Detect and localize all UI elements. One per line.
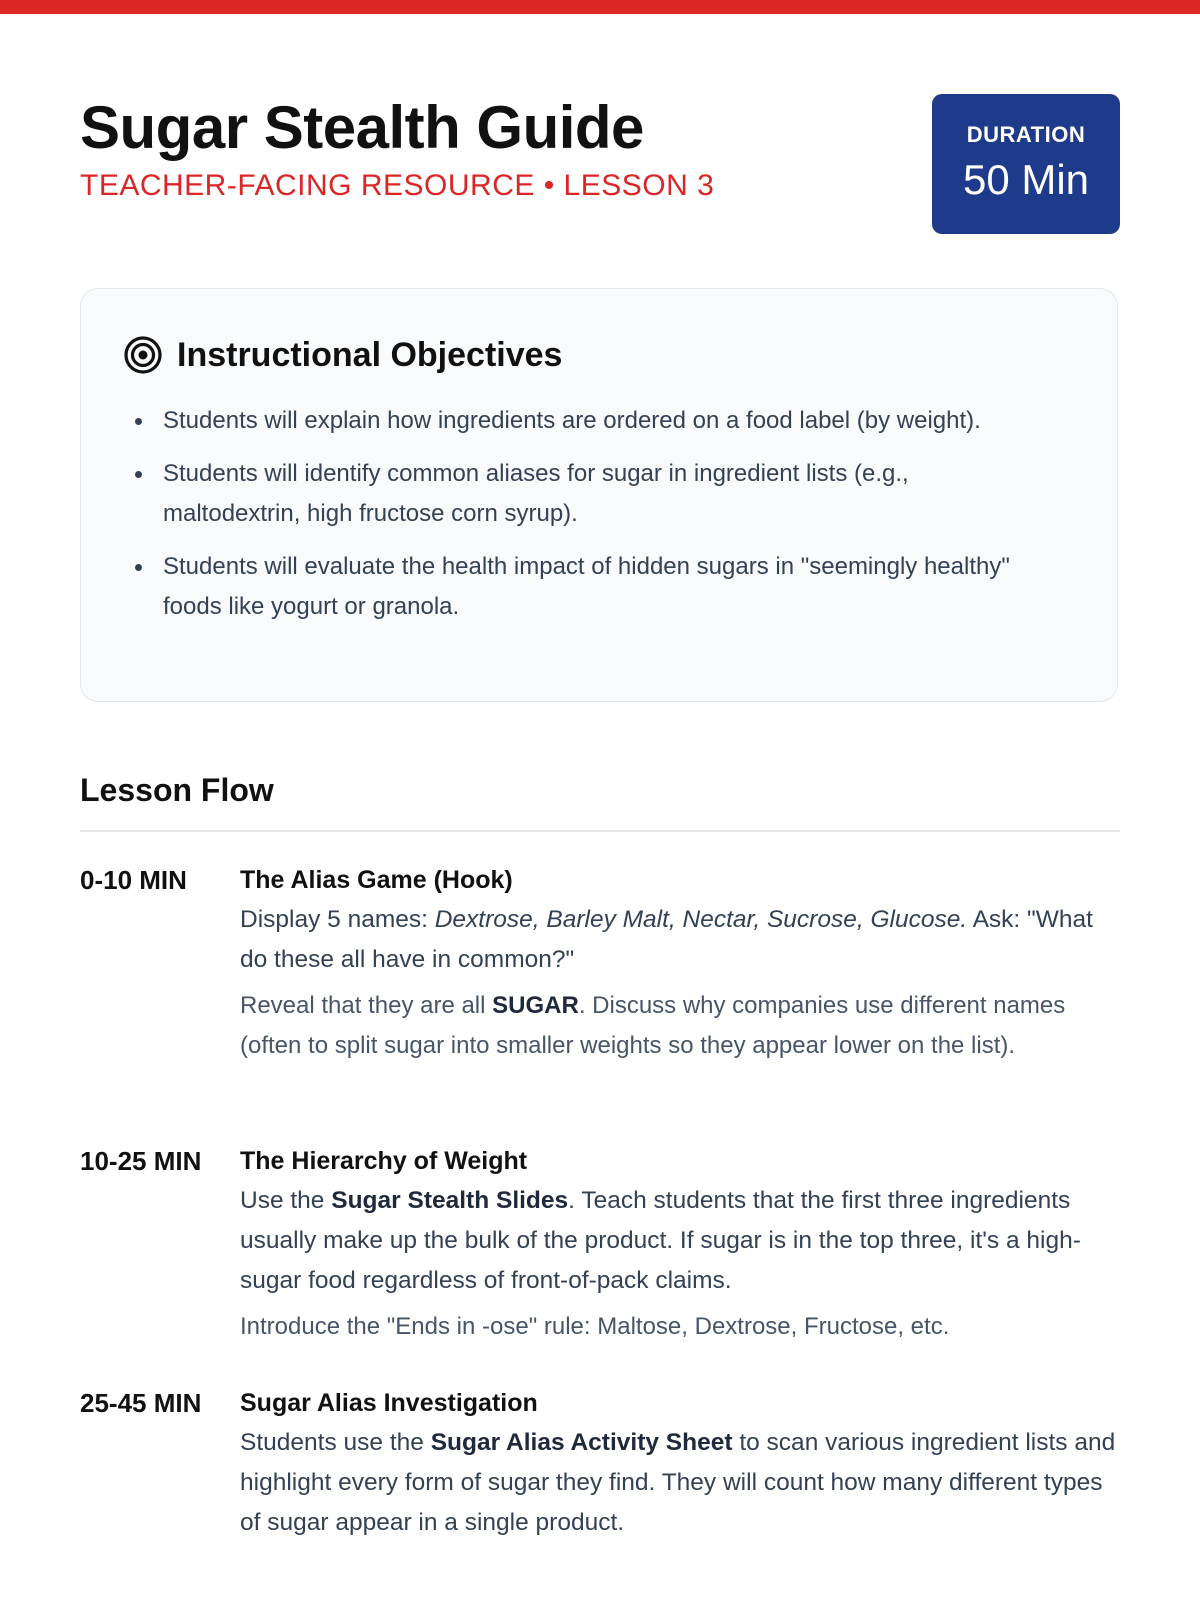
objective-item: Students will identify common aliases for sugar in ingredient lists (e.g., maltodextrin, high fructose corn syrup).: [123, 454, 1043, 534]
step-text: Reveal that they are all: [240, 992, 493, 1019]
step-note: [240, 986, 1120, 1066]
step-bold-text: Sugar Alias Activity Sheet: [430, 1429, 733, 1456]
section-divider: [80, 830, 1120, 832]
step-body: [240, 1383, 1120, 1543]
page-title: Sugar Stealth Guide: [80, 94, 644, 161]
step-bold-text: Sugar Stealth Slides: [331, 1187, 569, 1214]
step-heading: Sugar Alias Investigation: [240, 1389, 538, 1417]
step-text: Use the: [240, 1187, 332, 1214]
duration-badge: [932, 94, 1120, 234]
objectives-title: Instructional Objectives: [177, 335, 563, 374]
step-time: 0-10 MIN: [80, 865, 187, 895]
target-icon: [123, 335, 163, 375]
step-description: [240, 900, 1120, 980]
step-description: [240, 1181, 1120, 1301]
duration-label: DURATION: [966, 122, 1086, 147]
step-bold-text: SUGAR: [492, 992, 579, 1019]
step-heading: The Hierarchy of Weight: [240, 1147, 528, 1175]
step-description: [240, 1423, 1120, 1543]
objectives-header: [123, 333, 562, 377]
step-note: Introduce the "Ends in -ose" rule: Maltose, Dextrose, Fructose, etc.: [240, 1313, 950, 1340]
step-text: . Discuss why companies use different names (often to split sugar into smaller weights so they appear lower on the list).: [240, 992, 1066, 1059]
step-body: [240, 1141, 1120, 1347]
step-text: Display 5 names:: [240, 906, 435, 933]
objective-item: Students will explain how ingredients are ordered on a food label (by weight).: [123, 401, 1043, 441]
step-body: [240, 860, 1120, 1066]
page-header: [80, 92, 1120, 232]
step-text: Students use the: [240, 1429, 431, 1456]
duration-value: 50 Min: [962, 156, 1090, 203]
objective-item: Students will evaluate the health impact of hidden sugars in "seemingly healthy" foods like yogurt or granola.: [123, 547, 1043, 627]
lesson-flow-title: Lesson Flow: [80, 772, 274, 808]
step-time: 25-45 MIN: [80, 1388, 202, 1418]
step-text: . Teach students that the first three ingredients usually make up the bulk of the product. If sugar is in the top three, it's a high-sugar food regardless of front-of-pack claims.: [240, 1187, 1081, 1294]
objectives-panel: [80, 288, 1118, 702]
page-subtitle: TEACHER-FACING RESOURCE • LESSON 3: [80, 169, 715, 202]
step-text: Ask: "What do these all have in common?": [240, 906, 1093, 973]
step-italic-text: Dextrose, Barley Malt, Nectar, Sucrose, Glucose.: [434, 906, 968, 933]
objectives-list: [123, 401, 1043, 640]
step-time: 10-25 MIN: [80, 1146, 202, 1176]
step-heading: The Alias Game (Hook): [240, 866, 513, 894]
step-text: to scan various ingredient lists and highlight every form of sugar they find. They will count how many different types of sugar appear in a single product.: [240, 1429, 1116, 1536]
top-accent-bar: [0, 0, 1200, 14]
